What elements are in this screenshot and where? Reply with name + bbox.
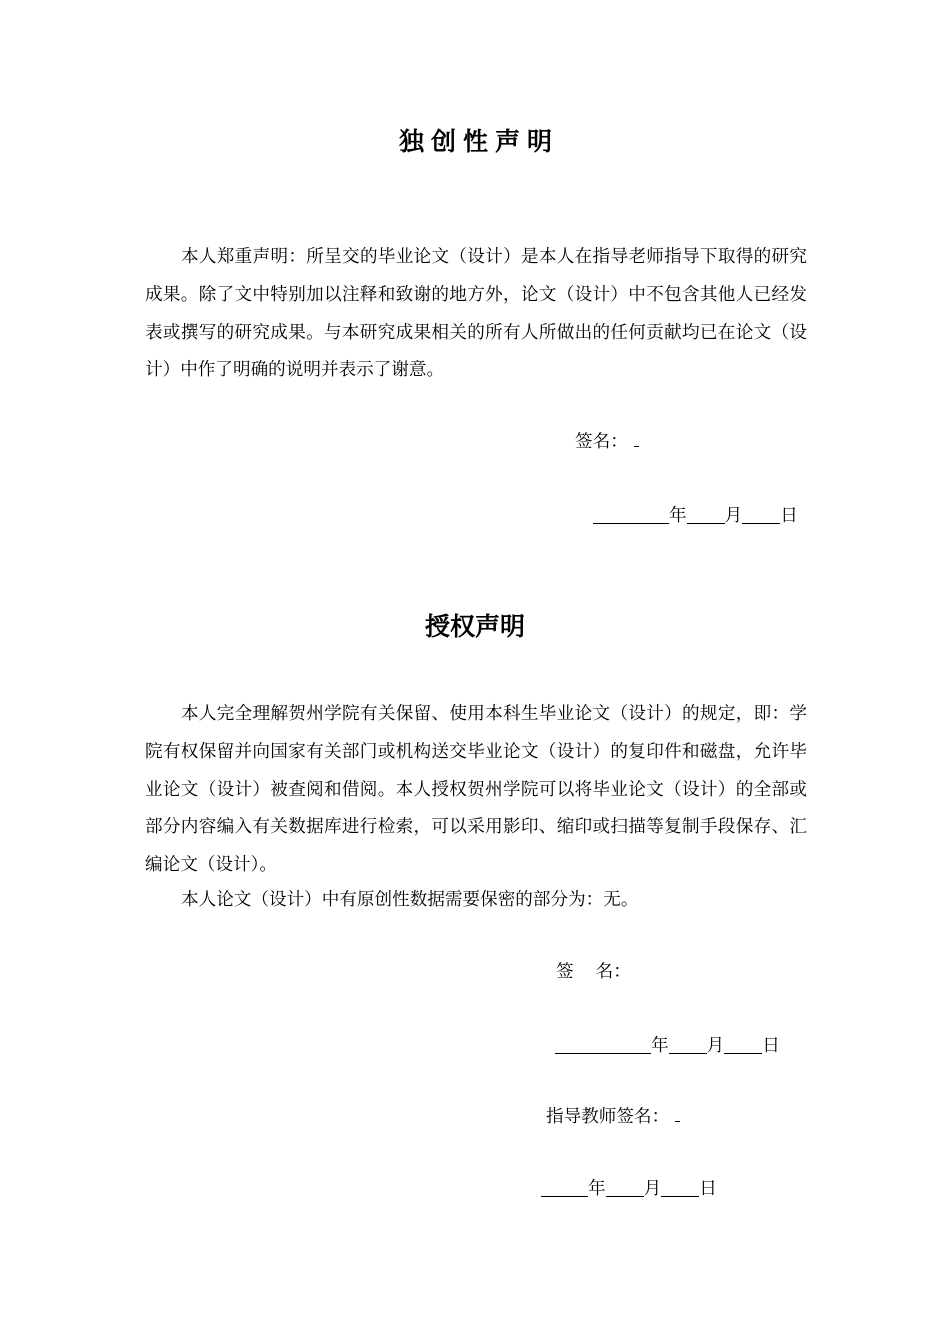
month-blank[interactable]	[669, 1035, 707, 1054]
signature-label-part2: 名：	[595, 962, 631, 982]
day-blank[interactable]	[742, 505, 780, 524]
advisor-signature-line	[546, 1105, 680, 1129]
month-label: 月	[643, 1179, 662, 1199]
originality-title: 独创性声明	[398, 127, 559, 156]
day-blank[interactable]	[724, 1035, 762, 1054]
advisor-signature-label: 指导教师签名：	[546, 1107, 670, 1127]
month-label: 月	[724, 506, 743, 526]
signature-blank[interactable]	[634, 430, 639, 447]
day-label: 日	[699, 1179, 717, 1199]
year-blank[interactable]	[555, 1035, 651, 1054]
authorization-title: 授权声明	[424, 612, 525, 641]
originality-signature-line	[575, 430, 639, 454]
month-label: 月	[706, 1036, 725, 1056]
year-blank[interactable]	[593, 505, 669, 524]
day-blank[interactable]	[661, 1178, 699, 1197]
author-date-line	[555, 1034, 780, 1058]
year-label: 年	[669, 506, 687, 526]
authorization-paragraph: 本人完全理解贺州学院有关保留、使用本科生毕业论文（设计）的规定，即：学院有权保留并向国家有关部门或机构送交毕业论文（设计）的复印件和磁盘，允许毕业论文（设计）被查阅和借阅。本人授权贺州学院可以将毕业论文（设计）的全部或部分内容编入有关数据库进行检索，可以采用影印、缩印或扫描等复制手段保存、汇编论文（设计）。	[145, 704, 807, 876]
signature-label: 签名：	[575, 432, 628, 452]
confidential-statement: 本人论文（设计）中有原创性数据需要保密的部分为：无。	[181, 890, 639, 910]
advisor-signature-blank[interactable]	[675, 1105, 680, 1122]
day-label: 日	[762, 1036, 780, 1056]
signature-label-part1: 签	[556, 962, 574, 982]
year-label: 年	[651, 1036, 669, 1056]
year-label: 年	[588, 1179, 606, 1199]
originality-paragraph: 本人郑重声明：所呈交的毕业论文（设计）是本人在指导老师指导下取得的研究成果。除了文中特别加以注释和致谢的地方外，论文（设计）中不包含其他人已经发表或撰写的研究成果。与本研究成果相关的所有人所做出的任何贡献均已在论文（设计）中作了明确的说明并表示了谢意。	[145, 247, 807, 381]
author-signature-line	[556, 960, 631, 984]
day-label: 日	[780, 506, 798, 526]
month-blank[interactable]	[687, 505, 725, 524]
month-blank[interactable]	[606, 1178, 644, 1197]
advisor-date-line	[541, 1177, 717, 1201]
year-blank[interactable]	[541, 1178, 588, 1197]
originality-date-line	[593, 504, 798, 528]
